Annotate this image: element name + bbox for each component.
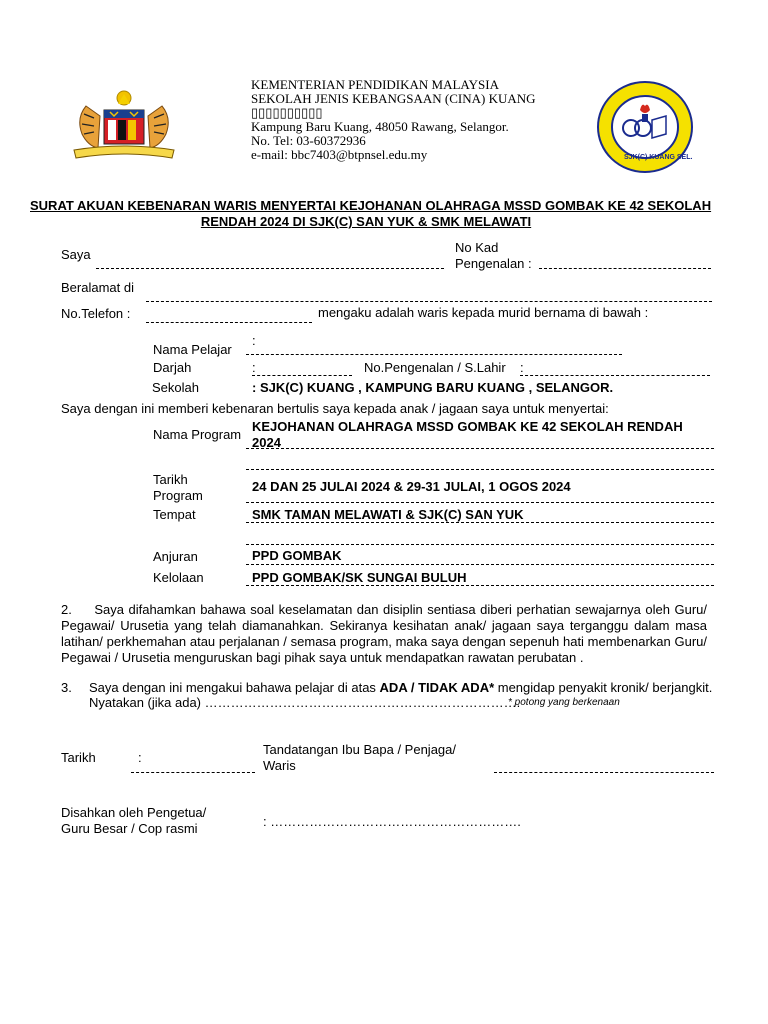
paragraph-3-text-before: Saya dengan ini mengakui bahawa pelajar di atas xyxy=(89,680,380,695)
tarikh-sign-colon: : xyxy=(138,750,142,765)
school-tel: No. Tel: 03-60372936 xyxy=(251,133,366,148)
school-logo xyxy=(596,80,694,174)
nama-pelajar-field[interactable] xyxy=(246,354,622,355)
no-kad-label: No Kad xyxy=(455,240,499,255)
darjah-colon: : xyxy=(252,360,256,375)
kelolaan-value: PPD GOMBAK/SK SUNGAI BULUH xyxy=(252,570,467,585)
disahkan-field[interactable]: : …………………………………………………. xyxy=(263,814,521,829)
paragraph-2-number: 2. xyxy=(61,602,72,617)
disahkan-label-1: Disahkan oleh Pengetua/ xyxy=(61,805,207,820)
school-chinese-name: ▯▯▯▯▯▯▯▯▯▯ xyxy=(251,105,323,120)
anjuran-line xyxy=(246,564,714,565)
tempat-line2 xyxy=(246,544,714,545)
tandatangan-label-1: Tandatangan Ibu Bapa / Penjaga/ xyxy=(263,742,456,757)
nama-program-line1 xyxy=(246,448,714,449)
paragraph-2 xyxy=(61,602,707,666)
anjuran-label: Anjuran xyxy=(153,549,198,564)
paragraph-3-number: 3. xyxy=(61,680,72,695)
darjah-field[interactable] xyxy=(252,375,352,376)
paragraph-3-text-after: mengidap penyakit kronik/ berjangkit. xyxy=(494,680,713,695)
darjah-label: Darjah xyxy=(153,360,192,375)
nyatakan-field[interactable]: Nyatakan (jika ada) ………………………………………………………………. xyxy=(89,695,521,710)
school-email: e-mail: bbc7403@btpnsel.edu.my xyxy=(251,147,428,162)
ministry-name: KEMENTERIAN PENDIDIKAN MALAYSIA xyxy=(251,77,499,92)
document-title-line1: SURAT AKUAN KEBENARAN WARIS MENYERTAI KEJOHANAN OLAHRAGA MSSD GOMBAK KE 42 SEKOLAH xyxy=(30,198,712,213)
potong-note: * potong yang berkenaan xyxy=(508,697,620,708)
nama-program-value-line1: KEJOHANAN OLAHRAGA MSSD GOMBAK KE 42 SEKOLAH RENDAH xyxy=(252,419,683,434)
no-pengenalan-slahir-label: No.Pengenalan / S.Lahir xyxy=(364,360,506,375)
pengenalan-label: Pengenalan : xyxy=(455,256,532,271)
kelolaan-label: Kelolaan xyxy=(153,570,204,585)
kelolaan-line xyxy=(246,585,714,586)
tarikh-value: 24 DAN 25 JULAI 2024 & 29-31 JULAI, 1 OGOS 2024 xyxy=(252,479,571,494)
saya-label: Saya xyxy=(61,247,91,262)
sekolah-label: Sekolah xyxy=(152,380,199,395)
program-label: Program xyxy=(153,488,203,503)
slahir-colon: : xyxy=(520,360,524,375)
mengaku-text: mengaku adalah waris kepada murid bernama di bawah : xyxy=(318,305,649,320)
tempat-label: Tempat xyxy=(153,507,196,522)
sekolah-value: : SJK(C) KUANG , KAMPUNG BARU KUANG , SELANGOR. xyxy=(252,380,614,395)
tempat-value: SMK TAMAN MELAWATI & SJK(C) SAN YUK xyxy=(252,507,524,522)
paragraph-2-text: Saya difahamkan bahawa soal keselamatan dan disiplin sentiasa diberi perhatian sewajarnya oleh Guru/ Pegawai/ Urusetia yang telah diamanahkan. Sekiranya kesihatan anak/ jagaan saya terganggu dalam masa latihan/ perkhemahan atau perjalanan / semasa program, maka saya dengan sepenuh hati membenarkan Guru/ Pegawai / Urusetia menguruskan bagi pihak saya untuk mendapatkan rawatan perubatan . xyxy=(61,602,708,665)
nama-program-line2 xyxy=(246,469,714,470)
tarikh-line xyxy=(246,502,714,503)
address-field[interactable] xyxy=(146,301,712,302)
tempat-line1 xyxy=(246,522,714,523)
nama-program-value-line2: 2024 xyxy=(252,435,281,450)
coat-of-arms-logo xyxy=(68,86,180,166)
beralamat-label: Beralamat di xyxy=(61,280,134,295)
ic-number-field[interactable] xyxy=(539,268,711,269)
tarikh-label: Tarikh xyxy=(153,472,188,487)
anjuran-value: PPD GOMBAK xyxy=(252,548,342,563)
school-logo-text: SJK(C) KUANG SEL. xyxy=(624,154,693,161)
nama-pelajar-label: Nama Pelajar xyxy=(153,342,232,357)
document-title-line2: RENDAH 2024 DI SJK(C) SAN YUK & SMK MELAWATI xyxy=(200,214,532,229)
nama-pelajar-colon: : xyxy=(252,333,256,348)
signature-field[interactable] xyxy=(494,772,714,773)
saya-name-field[interactable] xyxy=(96,268,444,269)
tarikh-sign-field[interactable] xyxy=(131,772,255,773)
school-address: Kampung Baru Kuang, 48050 Rawang, Selangor. xyxy=(251,119,509,134)
kebenaran-text: Saya dengan ini memberi kebenaran bertulis saya kepada anak / jagaan saya untuk menyertai: xyxy=(61,401,609,416)
tandatangan-label-2: Waris xyxy=(263,758,296,773)
nama-program-label: Nama Program xyxy=(153,427,242,442)
telefon-field[interactable] xyxy=(146,322,312,323)
slahir-field[interactable] xyxy=(520,375,710,376)
school-name: SEKOLAH JENIS KEBANGSAAN (CINA) KUANG xyxy=(251,91,536,106)
paragraph-3-line1 xyxy=(89,680,712,695)
disahkan-label-2: Guru Besar / Cop rasmi xyxy=(61,821,198,836)
tarikh-sign-label: Tarikh xyxy=(61,750,96,765)
ada-tidak-ada: ADA / TIDAK ADA* xyxy=(379,680,495,695)
telefon-label: No.Telefon : xyxy=(61,306,131,321)
